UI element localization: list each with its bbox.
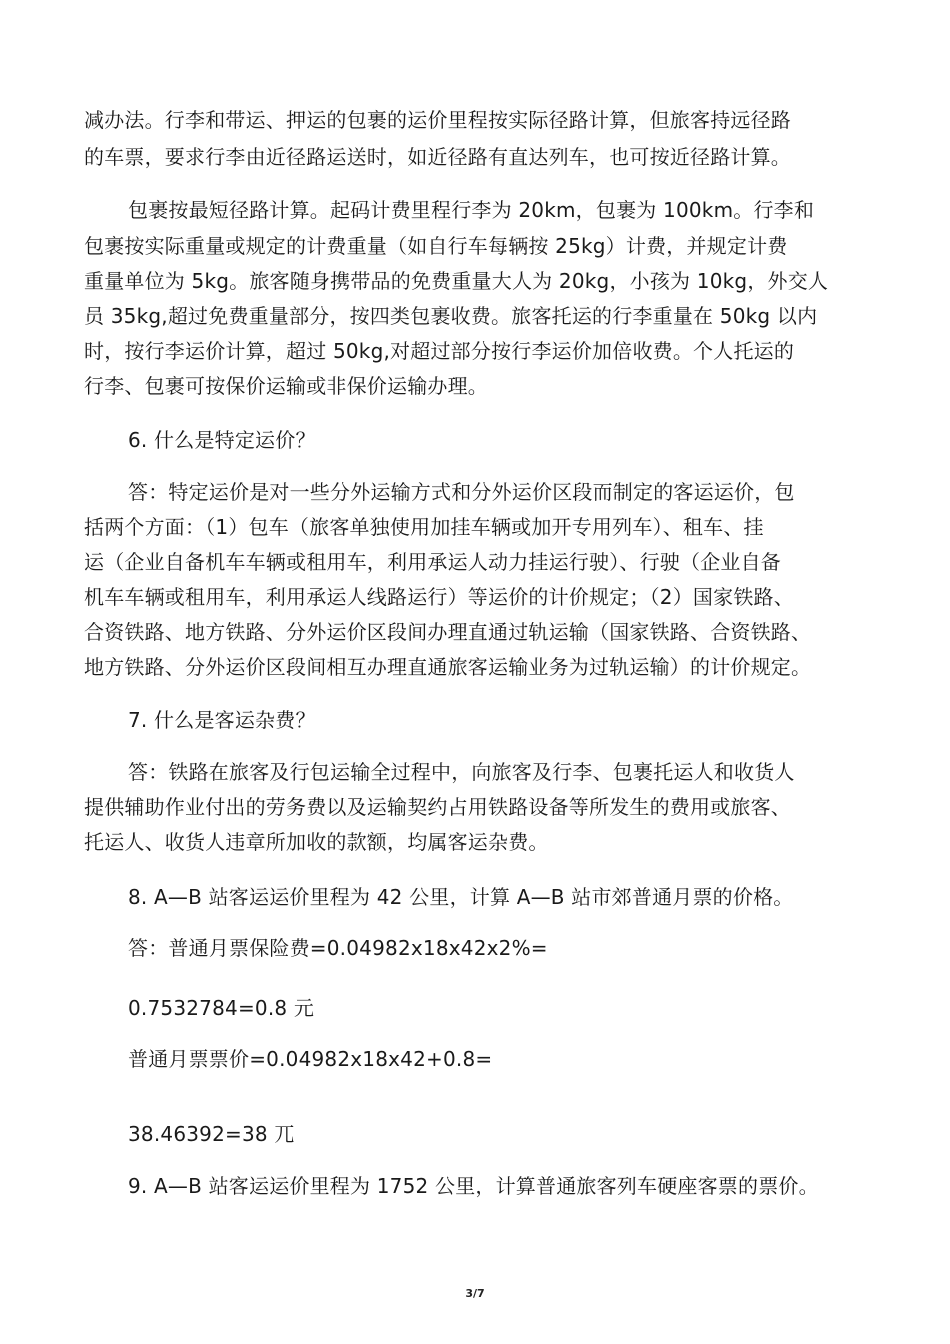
text-line: 包裹按最短径路计算。起码计费里程行李为 20km，包裹为 100km。行李和: [128, 198, 815, 222]
text-line: 机车车辆或租用车，利用承运人线路运行）等运价的计价规定；（2）国家铁路、: [84, 585, 794, 609]
formula-line: 普通月票票价=0.04982x18x42+0.8=: [128, 1047, 493, 1071]
text-line: 包裹按实际重量或规定的计费重量（如自行车每辆按 25kg）计费，并规定计费: [84, 234, 788, 258]
formula-result: 38.46392=38 兀: [128, 1122, 295, 1146]
question-text: 8. A—B 站客运运价里程为 42 公里，计算 A—B 站市郊普通月票的价格。: [128, 885, 794, 909]
text-line: 提供辅助作业付出的劳务费以及运输契约占用铁路设备等所发生的费用或旅客、: [84, 795, 791, 819]
text-line: 托运人、收货人违章所加收的款额，均属客运杂费。: [84, 830, 549, 854]
question-text: 7. 什么是客运杂费？: [128, 708, 316, 732]
text-line: 答：铁路在旅客及行包运输全过程中，向旅客及行李、包裹托运人和收货人: [128, 760, 795, 784]
formula-line: 答：普通月票保险费=0.04982x18x42x2%=: [128, 936, 548, 960]
text-line: 行李、包裹可按保价运输或非保价运输办理。: [84, 374, 488, 398]
question-text: 9. A—B 站客运运价里程为 1752 公里，计算普通旅客列车硬座客票的票价。: [128, 1174, 819, 1198]
page-number: 3/7: [465, 1287, 485, 1300]
text-line: 时，按行李运价计算，超过 50kg,对超过部分按行李运价加倍收费。个人托运的: [84, 339, 795, 363]
text-line: 的车票，要求行李由近径路运送时，如近径路有直达列车，也可按近径路计算。: [84, 145, 791, 169]
text-line: 重量单位为 5kg。旅客随身携带品的免费重量大人为 20kg，小孩为 10kg，外交人: [84, 269, 829, 293]
text-line: 合资铁路、地方铁路、分外运价区段间办理直通过轨运输（国家铁路、合资铁路、: [84, 620, 812, 644]
text-line: 地方铁路、分外运价区段间相互办理直通旅客运输业务为过轨运输）的计价规定。: [84, 655, 812, 679]
text-line: 员 35kg,超过免费重量部分，按四类包裹收费。旅客托运的行李重量在 50kg 以内: [84, 304, 818, 328]
formula-result: 0.7532784=0.8 元: [128, 996, 315, 1020]
text-line: 减办法。行李和带运、押运的包裹的运价里程按实际径路计算，但旅客持远径路: [84, 108, 791, 132]
text-line: 括两个方面：（1）包车（旅客单独使用加挂车辆或加开专用列车）、租车、挂: [84, 515, 764, 539]
text-line: 答：特定运价是对一些分外运输方式和分外运价区段而制定的客运运价，包: [128, 480, 795, 504]
question-text: 6. 什么是特定运价？: [128, 428, 316, 452]
text-line: 运（企业自备机车车辆或租用车，利用承运人动力挂运行驶）、行驶（企业自备: [84, 550, 781, 574]
